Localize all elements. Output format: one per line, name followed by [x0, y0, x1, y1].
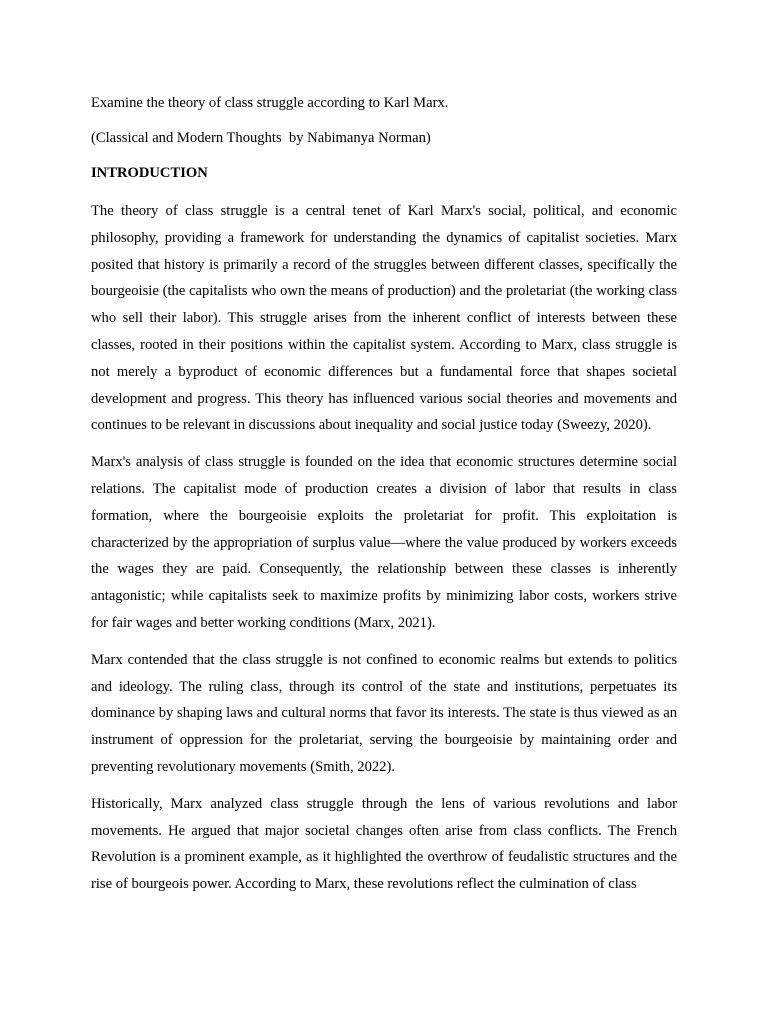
paragraph-1: The theory of class struggle is a central tenet of Karl Marx's social, political, and economic philosophy, providing a framework for understanding the dynamics of capitalist societies. Marx posited that history is primarily a record of the struggles between different classes, specifically the bourgeoisie (the capitalists who own the means of production) and the proletariat (the working class who sell their labor). This struggle arises from the inherent conflict of interests between these classes, rooted in their positions within the capitalist system. According to Marx, class struggle is not merely a byproduct of economic differences but a fundamental force that shapes societal development and progress. This theory has influenced various social theories and movements and continues to be relevant in discussions about inequality and social justice today (Sweezy, 2020). [91, 203, 677, 434]
essay-source: (Classical and Modern Thoughts by Nabimanya Norman) [91, 130, 431, 146]
paragraph-4: Historically, Marx analyzed class struggle through the lens of various revolutions and labor movements. He argued that major societal changes often arise from class conflicts. The French Revolution is a prominent example, as it highlighted the overthrow of feudalistic structures and the rise of bourgeois power. According to Marx, these revolutions reflect the culmination of class [91, 795, 677, 893]
section-heading: INTRODUCTION [91, 165, 208, 181]
paragraph-3: Marx contended that the class struggle is not confined to economic realms but extends to politics and ideology. The ruling class, through its control of the state and institutions, perpetuates its dominance by shaping laws and cultural norms that favor its interests. The state is thus viewed as an instrument of oppression for the proletariat, serving the bourgeoisie by maintaining order and preventing revolutionary movements (Smith, 2022). [91, 651, 677, 775]
essay-question: Examine the theory of class struggle according to Karl Marx. [91, 95, 449, 111]
document-body [91, 92, 677, 908]
paragraph-2: Marx's analysis of class struggle is founded on the idea that economic structures determine social relations. The capitalist mode of production creates a division of labor that results in class formation, where the bourgeoisie exploits the proletariat for profit. This exploitation is characterized by the appropriation of surplus value—where the value produced by workers exceeds the wages they are paid. Consequently, the relationship between these classes is inherently antagonistic; while capitalists seek to maximize profits by minimizing labor costs, workers strive for fair wages and better working conditions (Marx, 2021). [91, 454, 677, 631]
